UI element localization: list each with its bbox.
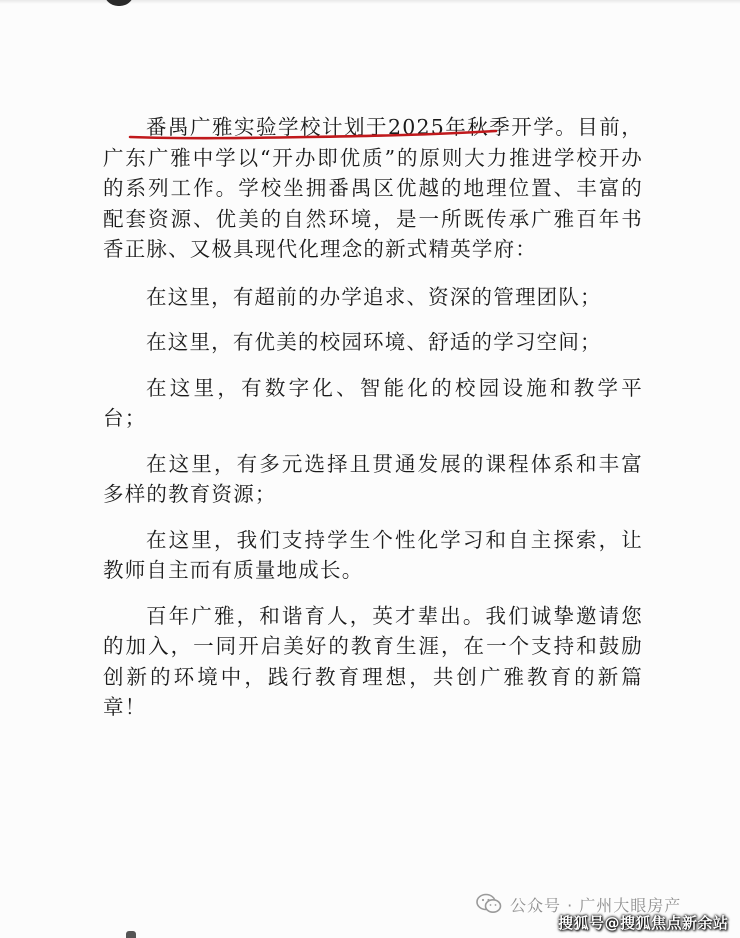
paragraph-personalized: 在这里，我们支持学生个性化学习和自主探索，让教师自主而有质量地成长。 — [103, 527, 643, 582]
paragraph-management: 在这里，有超前的办学追求、资深的管理团队； — [146, 284, 602, 309]
paragraph-campus: 在这里，有优美的校园环境、舒适的学习空间； — [146, 330, 602, 354]
paragraph-closing: 百年广雅，和谐育人，英才辈出。我们诚挚邀请您的加入，一同开启美好的教育生涯，在一个支持和鼓励创新的环境中，践行教育理想，共创广雅教育的新篇章！ — [103, 603, 643, 719]
paragraph-intro: 番禺广雅实验学校计划于2025年秋季开学。目前，广东广雅中学以“开办即优质”的原则大力推进学校开办的系列工作。学校坐拥番禺区优越的地理位置、丰富的配套资源、优美的自然环境，是一所既传承广雅百年书香正脉、又极具现代化理念的新式精英学府： — [103, 115, 643, 261]
watermark-text: 公众号 · 广州大眼房产 — [510, 895, 682, 915]
paragraph-digital: 在这里，有数字化、智能化的校园设施和教学平台； — [103, 375, 643, 430]
red-handwritten-underline — [128, 127, 500, 143]
document-body — [103, 112, 643, 738]
sohu-stamp: 搜狐号@搜狐焦点新余站 — [558, 914, 729, 932]
wechat-icon — [476, 893, 502, 915]
bottom-binding-mark — [126, 931, 136, 938]
paragraph-curriculum: 在这里，有多元选择且贯通发展的课程体系和丰富多样的教育资源； — [103, 451, 643, 506]
